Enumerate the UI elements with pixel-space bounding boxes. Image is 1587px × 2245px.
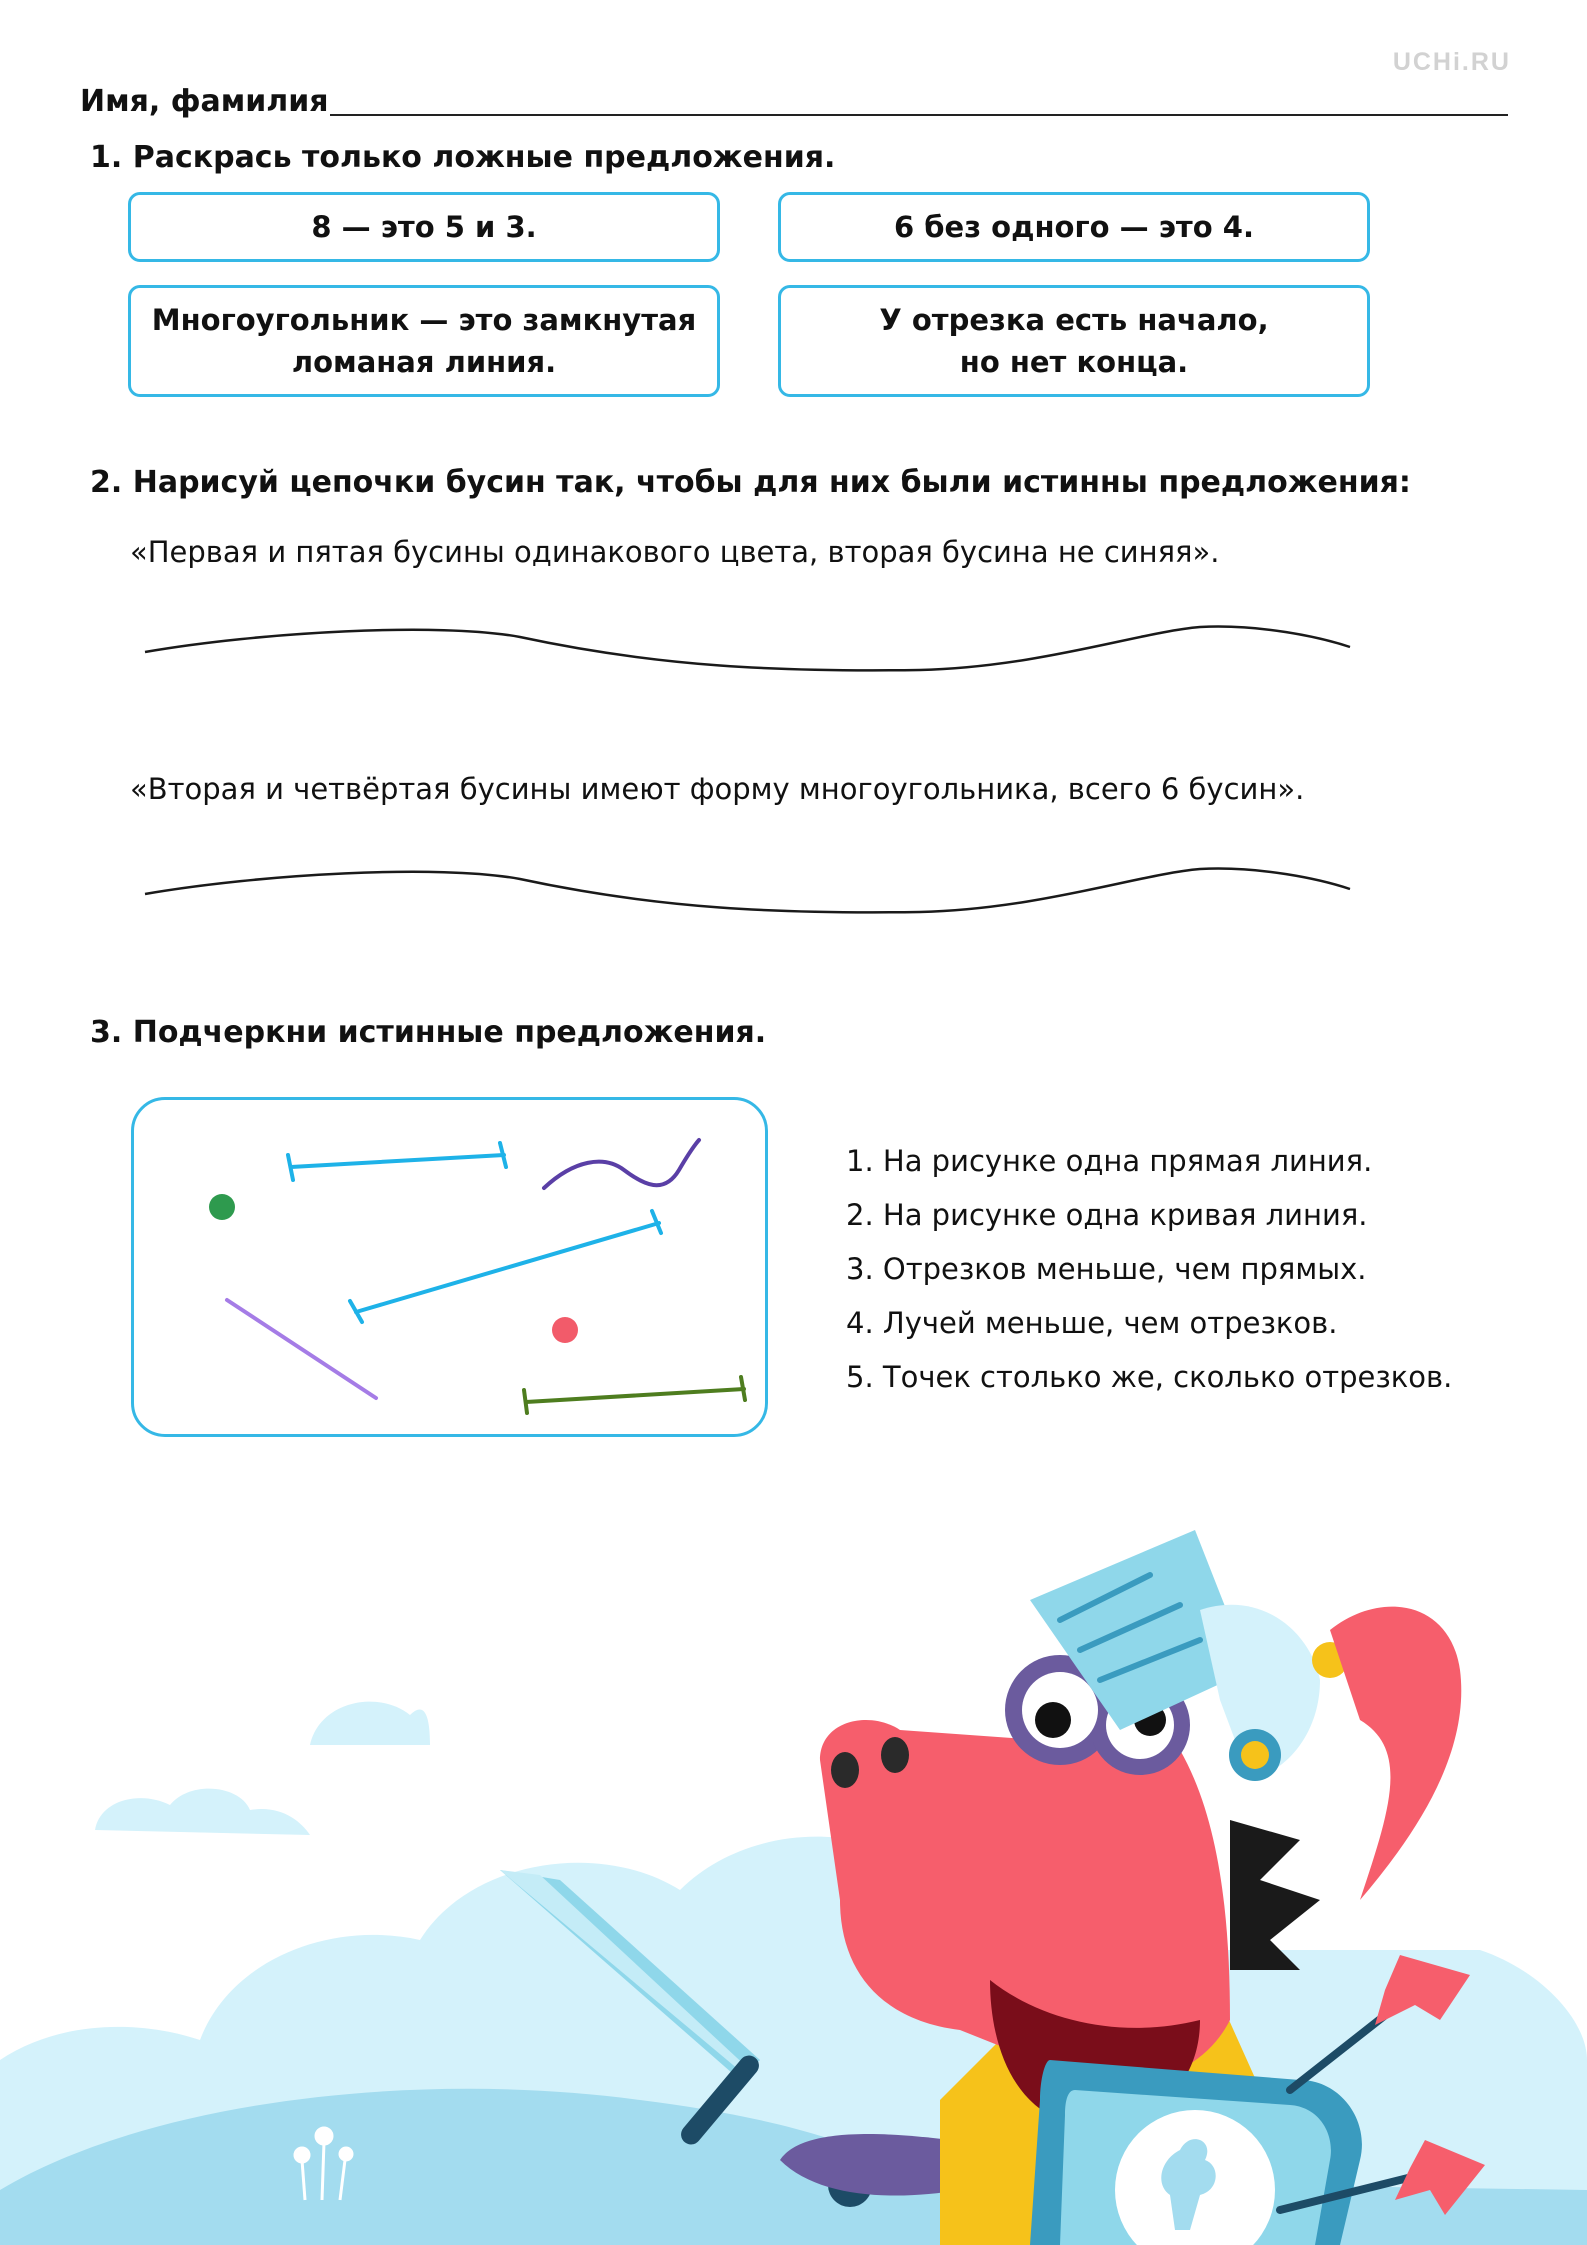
line: [227, 1300, 376, 1398]
segment: [288, 1143, 506, 1180]
point: [552, 1317, 578, 1343]
bead-string-line[interactable]: [140, 612, 1360, 672]
list-item[interactable]: 4. Лучей меньше, чем отрезков.: [846, 1306, 1338, 1340]
name-input-line[interactable]: [330, 114, 1508, 116]
task1-title: 1. Раскрась только ложные предложения.: [90, 140, 836, 175]
bead-sentence: «Первая и пятая бусины одинакового цвета, вторая бусина не синяя».: [130, 535, 1220, 569]
list-item[interactable]: 3. Отрезков меньше, чем прямых.: [846, 1252, 1367, 1286]
statements-list: [846, 1140, 1452, 1410]
name-label: Имя, фамилия: [80, 84, 329, 119]
statement-card[interactable]: [128, 192, 720, 262]
bead-sentence: «Вторая и четвёртая бусины имеют форму многоугольника, всего 6 бусин».: [130, 772, 1305, 806]
brand-logo: UCHi.RU: [1392, 48, 1511, 76]
task3-title: 3. Подчеркни истинные предложения.: [90, 1015, 767, 1050]
card-text: но нет конца.: [959, 345, 1189, 379]
spikes: [1230, 1820, 1320, 1970]
segment: [524, 1377, 745, 1413]
card-text: Многоугольник — это замкнутая: [151, 303, 697, 337]
geometry-shapes: [134, 1100, 771, 1440]
task2-title: 2. Нарисуй цепочки бусин так, чтобы для них были истинны предложения:: [90, 465, 1411, 500]
card-text: 6 без одного — это 4.: [894, 210, 1254, 244]
bead-string-line[interactable]: [140, 854, 1360, 914]
statement-card[interactable]: [128, 285, 720, 397]
list-item[interactable]: 5. Точек столько же, сколько отрезков.: [846, 1360, 1453, 1394]
list-item[interactable]: 1. На рисунке одна прямая линия.: [846, 1144, 1373, 1178]
statement-card[interactable]: [778, 285, 1370, 397]
list-item[interactable]: 2. На рисунке одна кривая линия.: [846, 1198, 1368, 1232]
ponytail: [1330, 1607, 1461, 1900]
point: [209, 1194, 235, 1220]
statement-card[interactable]: [778, 192, 1370, 262]
card-text: У отрезка есть начало,: [879, 303, 1269, 337]
segment: [350, 1211, 661, 1322]
geometry-picture: [131, 1097, 768, 1437]
card-text: 8 — это 5 и 3.: [311, 210, 537, 244]
card-text: ломаная линия.: [291, 345, 557, 379]
dino-knight-illustration: [0, 1500, 1587, 2245]
curve-line: [544, 1140, 699, 1188]
shield-icon: [1030, 2060, 1362, 2245]
